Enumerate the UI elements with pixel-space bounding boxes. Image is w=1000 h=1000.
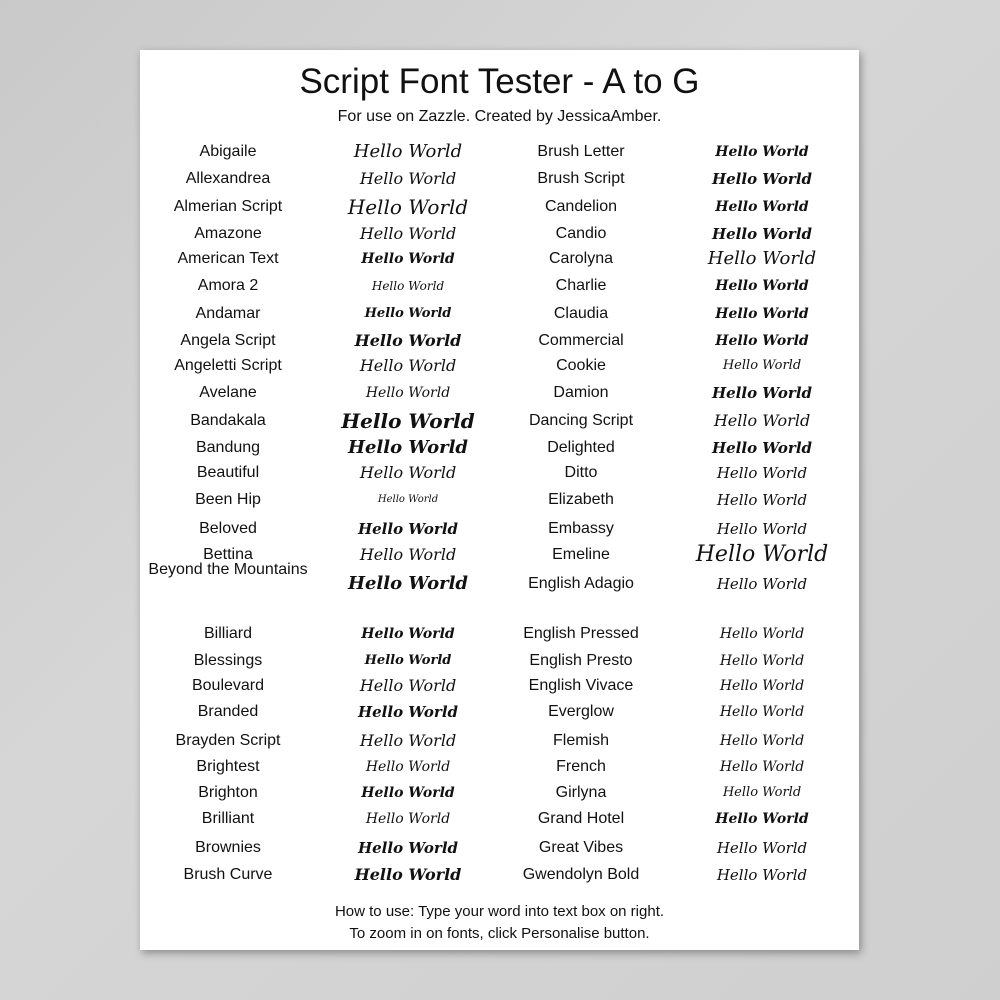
font-name-left: Angela Script [180, 332, 276, 349]
font-sample-right: Hello World [719, 733, 805, 749]
font-sample-right: Hello World [711, 170, 813, 188]
font-name-left: Blessings [193, 652, 263, 669]
font-sample-left: Hello World [365, 385, 451, 401]
font-name-right: Gwendolyn Bold [522, 866, 640, 883]
font-sample-right: Hello World [716, 464, 808, 482]
font-sample-left: Hello World [341, 409, 475, 433]
font-sample-right: Hello World [722, 358, 802, 373]
font-name-right: Grand Hotel [537, 810, 625, 827]
font-name-right: Carolyna [548, 250, 614, 267]
font-name-left: Beloved [199, 520, 257, 537]
font-name-left: Boulevard [191, 677, 265, 694]
font-name-right: Candio [555, 225, 607, 242]
font-sample-right: Hello World [719, 704, 805, 720]
font-sample-right: Hello World [719, 678, 805, 694]
font-sample-left: Hello World [354, 865, 462, 884]
font-sample-left: Hello World [361, 251, 455, 267]
font-sample-left: Hello World [347, 195, 469, 219]
font-name-right: French [556, 758, 606, 775]
font-sample-left: Hello World [353, 141, 463, 162]
poster [140, 50, 859, 950]
instructions-line-2: To zoom in on fonts, click Personalise button. [349, 925, 650, 942]
font-sample-right: Hello World [716, 866, 808, 884]
font-sample-right: Hello World [711, 225, 813, 243]
font-sample-left: Hello World [359, 545, 457, 564]
font-name-right: English Adagio [528, 575, 634, 592]
font-name-left: Amazone [194, 225, 262, 242]
font-sample-left: Hello World [359, 169, 457, 188]
font-sample-right: Hello World [719, 759, 805, 775]
font-sample-right: Hello World [715, 199, 809, 215]
font-name-left: Been Hip [195, 491, 261, 508]
font-name-left: Beyond the Mountains [148, 561, 308, 578]
font-sample-left: Hello World [361, 785, 455, 801]
font-name-right: Elizabeth [548, 491, 614, 508]
font-name-right: Embassy [548, 520, 614, 537]
font-name-right: Great Vibes [538, 839, 624, 856]
page-title: Script Font Tester - A to G [299, 62, 700, 101]
font-sample-right: Hello World [716, 491, 808, 509]
font-name-left: Bettina [203, 546, 253, 563]
font-sample-left: Hello World [347, 573, 469, 594]
font-sample-left: Hello World [359, 731, 457, 750]
instructions-line-1: How to use: Type your word into text box on right. [334, 903, 665, 920]
font-sample-right: Hello World [716, 520, 808, 538]
font-sample-right: Hello World [715, 811, 809, 827]
font-sample-left: Hello World [359, 224, 457, 243]
font-name-right: Delighted [547, 439, 615, 456]
font-name-left: American Text [177, 250, 279, 267]
font-name-left: Billiard [203, 625, 252, 642]
font-sample-right: Hello World [715, 278, 809, 294]
font-name-right: Claudia [553, 305, 609, 322]
font-sample-left: Hello World [359, 676, 457, 695]
font-sample-left: Hello World [361, 626, 455, 642]
font-name-right: Cookie [556, 357, 606, 374]
font-sample-right: Hello World [722, 785, 802, 800]
font-sample-left: Hello World [357, 839, 459, 857]
font-name-right: English Vivace [528, 677, 634, 694]
font-name-left: Almerian Script [173, 198, 283, 215]
font-name-left: Brownies [195, 839, 261, 856]
font-name-left: Brayden Script [175, 732, 281, 749]
font-sample-left: Hello World [371, 279, 445, 293]
font-name-right: Emeline [552, 546, 610, 563]
font-name-left: Avelane [199, 384, 257, 401]
font-name-right: Everglow [548, 703, 614, 720]
font-name-left: Andamar [195, 305, 261, 322]
font-name-right: Flemish [552, 732, 609, 749]
instructions [140, 901, 859, 945]
font-name-left: Beautiful [196, 464, 260, 481]
font-sample-right: Hello World [719, 626, 805, 642]
font-sample-right: Hello World [715, 144, 809, 160]
font-name-right: Girlyna [555, 784, 607, 801]
font-name-left: Bandung [195, 439, 261, 456]
font-sample-left: Hello World [364, 653, 452, 668]
font-sample-right: Hello World [707, 248, 817, 269]
font-name-right: Ditto [564, 464, 598, 481]
font-name-left: Allexandrea [185, 170, 271, 187]
font-sample-left: Hello World [359, 356, 457, 375]
font-sample-left: Hello World [357, 703, 459, 721]
font-sample-left: Hello World [365, 759, 451, 775]
font-name-right: English Pressed [523, 625, 639, 642]
font-sample-left: Hello World [364, 306, 452, 321]
font-sample-right: Hello World [713, 411, 811, 430]
font-sample-left: Hello World [354, 331, 462, 350]
font-name-left: Amora 2 [197, 277, 259, 294]
font-sample-right: Hello World [716, 839, 808, 857]
font-name-left: Branded [197, 703, 259, 720]
font-name-right: Commercial [538, 332, 624, 349]
font-name-left: Abigaile [199, 143, 257, 160]
font-name-right: Candelion [544, 198, 618, 215]
font-name-left: Bandakala [190, 412, 266, 429]
font-sample-right: Hello World [715, 333, 809, 349]
font-name-left: Brighton [198, 784, 258, 801]
font-name-right: Dancing Script [528, 412, 634, 429]
font-sample-right: Hello World [711, 439, 813, 457]
font-sample-right: Hello World [695, 542, 829, 567]
font-name-right: Brush Letter [537, 143, 625, 160]
font-sample-left: Hello World [347, 437, 469, 458]
font-sample-right: Hello World [719, 653, 805, 669]
font-sample-right: Hello World [716, 575, 808, 593]
font-name-right: Brush Script [537, 170, 625, 187]
font-name-left: Brightest [196, 758, 260, 775]
font-name-left: Brush Curve [183, 866, 273, 883]
font-sample-right: Hello World [711, 384, 813, 402]
font-sample-left: Hello World [357, 520, 459, 538]
font-name-left: Angeletti Script [174, 357, 282, 374]
font-name-left: Brilliant [201, 810, 255, 827]
font-name-right: Charlie [555, 277, 607, 294]
font-name-right: Damion [553, 384, 609, 401]
font-sample-left: Hello World [359, 463, 457, 482]
font-sample-right: Hello World [715, 306, 809, 322]
font-sample-left: Hello World [377, 494, 439, 505]
font-name-right: English Presto [529, 652, 633, 669]
font-sample-left: Hello World [365, 811, 451, 827]
page-subtitle: For use on Zazzle. Created by JessicaAmber. [337, 108, 662, 125]
